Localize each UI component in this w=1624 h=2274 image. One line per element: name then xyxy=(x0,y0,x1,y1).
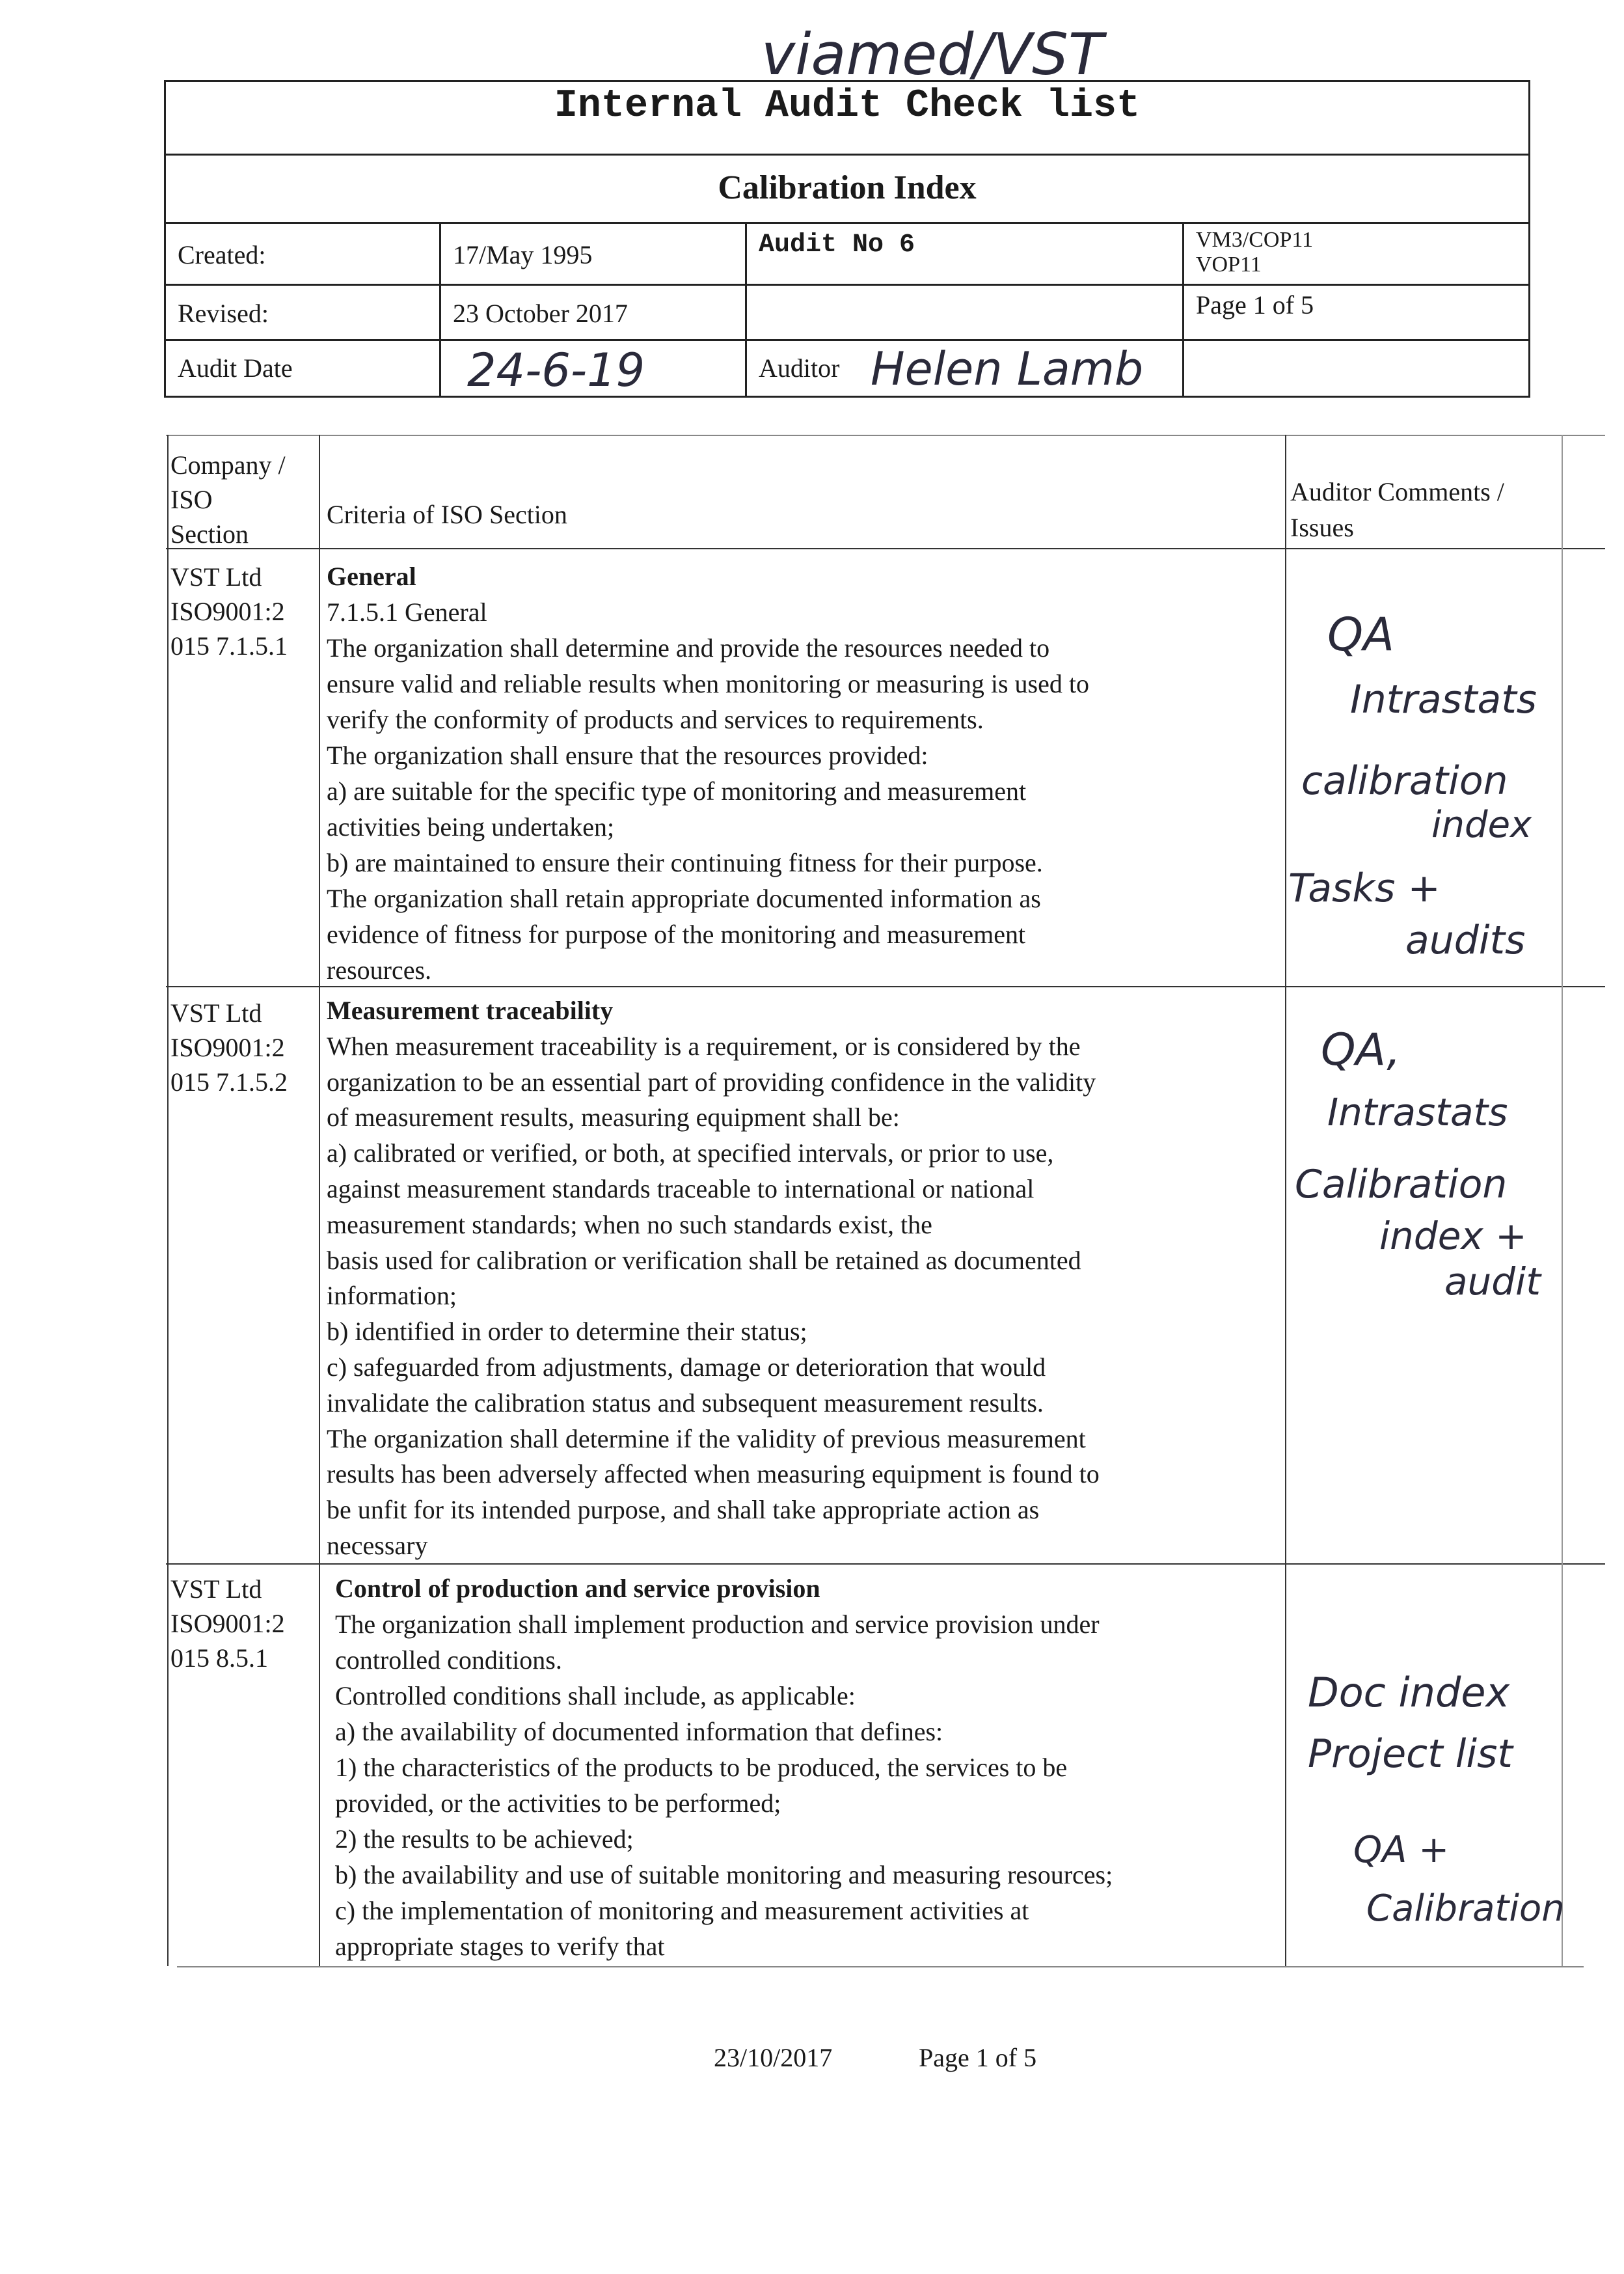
criteria-heading: General xyxy=(327,562,416,591)
criteria-line: information; xyxy=(327,1281,457,1311)
grid-line xyxy=(319,435,320,1966)
table-row-company xyxy=(170,1572,318,1675)
criteria-line: ensure valid and reliable results when monitoring or measuring is used to xyxy=(327,669,1089,698)
iso-section: 015 8.5.1 xyxy=(170,1643,268,1673)
criteria-line: organization to be an essential part of providing confidence in the validity xyxy=(327,1067,1096,1097)
table-row-company xyxy=(170,996,318,1099)
handwritten-comment-line: Doc index xyxy=(1308,1669,1510,1716)
column-header-auditor-comments xyxy=(1290,474,1563,545)
criteria-line: The organization shall implement production and service provision under xyxy=(335,1610,1100,1639)
column-header-line: Auditor Comments / xyxy=(1290,477,1504,506)
handwritten-comment-line: QA, xyxy=(1321,1024,1401,1076)
handwritten-comment-line: audit xyxy=(1444,1259,1541,1304)
handwritten-comment-line: Intrastats xyxy=(1327,1090,1508,1134)
criteria-line: appropriate stages to verify that xyxy=(335,1932,665,1961)
column-header-line: Company / xyxy=(170,450,286,480)
revised-blank xyxy=(745,286,1182,339)
created-label: Created: xyxy=(178,240,266,269)
criteria-line: The organization shall determine if the validity of previous measurement xyxy=(327,1423,1086,1453)
grid-line xyxy=(1562,435,1563,1966)
criteria-line: activities being undertaken; xyxy=(327,812,615,842)
criteria-line: 1) the characteristics of the products to be produced, the services to be xyxy=(335,1753,1068,1782)
criteria-line: The organization shall determine and provide the resources needed to xyxy=(327,633,1050,663)
criteria-line: a) are suitable for the specific type of monitoring and measurement xyxy=(327,776,1027,806)
table-row-criteria xyxy=(327,558,1290,988)
handwritten-comment-line: Intrastats xyxy=(1350,677,1537,722)
criteria-line: be unfit for its intended purpose, and shall take appropriate action as xyxy=(327,1495,1040,1525)
criteria-line: controlled conditions. xyxy=(335,1645,562,1675)
audit-date-handwritten: 24-6-19 xyxy=(467,344,645,397)
column-header-line: Issues xyxy=(1290,513,1354,542)
revised-label: Revised: xyxy=(178,299,269,328)
criteria-heading: Measurement traceability xyxy=(327,996,614,1025)
page-indicator: Page 1 of 5 xyxy=(1182,286,1528,339)
auditor-cell xyxy=(745,341,1182,396)
criteria-line: b) identified in order to determine their status; xyxy=(327,1317,807,1347)
grid-line xyxy=(177,1966,1584,1967)
iso-standard: ISO9001:2 xyxy=(170,1033,285,1062)
criteria-line: measurement standards; when no such standards exist, the xyxy=(327,1209,932,1239)
document-subtitle: Calibration Index xyxy=(718,169,977,206)
handwritten-comment-line: audits xyxy=(1405,918,1526,963)
auditor-name-handwritten: Helen Lamb xyxy=(871,342,1144,396)
column-header-company-iso xyxy=(170,448,318,551)
audit-date-label: Audit Date xyxy=(178,353,293,383)
criteria-line: a) the availability of documented information that defines: xyxy=(335,1717,943,1746)
iso-section: 015 7.1.5.1 xyxy=(170,631,288,661)
company-name: VST Ltd xyxy=(170,1574,262,1604)
criteria-line: basis used for calibration or verification shall be retained as documented xyxy=(327,1245,1081,1275)
created-value: 17/May 1995 xyxy=(439,224,745,284)
doc-ref-line-2: VOP11 xyxy=(1196,253,1262,277)
criteria-line: c) the implementation of monitoring and measurement activities at xyxy=(335,1896,1029,1925)
criteria-line: a) calibrated or verified, or both, at specified intervals, or prior to use, xyxy=(327,1138,1054,1168)
criteria-line: resources. xyxy=(327,955,432,985)
handwritten-comment-line: index + xyxy=(1379,1214,1527,1258)
column-header-line: Section xyxy=(170,519,249,549)
iso-section: 015 7.1.5.2 xyxy=(170,1067,288,1097)
doc-ref-line-1: VM3/COP11 xyxy=(1196,228,1314,252)
criteria-line: results has been adversely affected when measuring equipment is found to xyxy=(327,1459,1100,1489)
table-row-company xyxy=(170,560,318,663)
grid-line xyxy=(166,548,1605,549)
document-title: Internal Audit Check list xyxy=(554,84,1141,128)
footer-page-number: Page 1 of 5 xyxy=(919,2043,1037,2072)
handwritten-comment-line: QA xyxy=(1327,608,1394,661)
criteria-line: The organization shall retain appropriate documented information as xyxy=(327,884,1041,913)
handwritten-comment-line: Tasks + xyxy=(1288,866,1441,911)
table-row-criteria xyxy=(335,1570,1298,1964)
criteria-line: b) are maintained to ensure their continuing fitness for their purpose. xyxy=(327,848,1043,877)
footer-date: 23/10/2017 xyxy=(714,2043,833,2072)
handwritten-comment-line: QA + xyxy=(1353,1829,1450,1871)
iso-standard: ISO9001:2 xyxy=(170,1609,285,1638)
audit-number: Audit No 6 xyxy=(745,224,1182,284)
grid-line xyxy=(167,435,169,1966)
company-name: VST Ltd xyxy=(170,998,262,1028)
header-table xyxy=(164,80,1530,398)
criteria-line: When measurement traceability is a requirement, or is considered by the xyxy=(327,1031,1081,1061)
table-row-criteria xyxy=(327,993,1290,1564)
handwritten-comment-line: Calibration xyxy=(1366,1887,1565,1930)
document-reference xyxy=(1182,224,1528,284)
criteria-line: Controlled conditions shall include, as applicable: xyxy=(335,1681,856,1710)
criteria-line: necessary xyxy=(327,1530,428,1560)
criteria-line: invalidate the calibration status and subsequent measurement results. xyxy=(327,1388,1044,1418)
criteria-line: evidence of fitness for purpose of the monitoring and measurement xyxy=(327,920,1026,949)
handwritten-comment-line: Project list xyxy=(1308,1731,1513,1777)
revised-value: 23 October 2017 xyxy=(439,286,745,339)
criteria-line: of measurement results, measuring equipment shall be: xyxy=(327,1103,900,1132)
handwritten-comment-line: calibration xyxy=(1301,758,1508,804)
handwritten-company-note: viamed/VST xyxy=(761,21,1103,88)
grid-line xyxy=(166,435,1605,436)
iso-standard: ISO9001:2 xyxy=(170,597,285,626)
criteria-line: 7.1.5.1 General xyxy=(327,597,487,627)
criteria-line: b) the availability and use of suitable monitoring and measuring resources; xyxy=(335,1860,1113,1889)
company-name: VST Ltd xyxy=(170,562,262,592)
auditor-signature-blank xyxy=(1182,341,1528,396)
criteria-line: c) safeguarded from adjustments, damage or deterioration that would xyxy=(327,1352,1046,1382)
criteria-line: verify the conformity of products and services to requirements. xyxy=(327,705,984,734)
handwritten-comment-line: index xyxy=(1431,804,1532,846)
criteria-heading: Control of production and service provision xyxy=(335,1574,820,1603)
auditor-label: Auditor xyxy=(759,353,840,383)
criteria-line: provided, or the activities to be performed; xyxy=(335,1788,781,1818)
column-header-criteria: Criteria of ISO Section xyxy=(327,500,567,529)
criteria-line: against measurement standards traceable to international or national xyxy=(327,1173,1035,1203)
criteria-line: The organization shall ensure that the resources provided: xyxy=(327,741,928,770)
criteria-line: 2) the results to be achieved; xyxy=(335,1824,634,1854)
audit-date-cell xyxy=(439,341,745,396)
handwritten-comment-line: Calibration xyxy=(1295,1162,1508,1207)
column-header-line: ISO xyxy=(170,485,213,514)
